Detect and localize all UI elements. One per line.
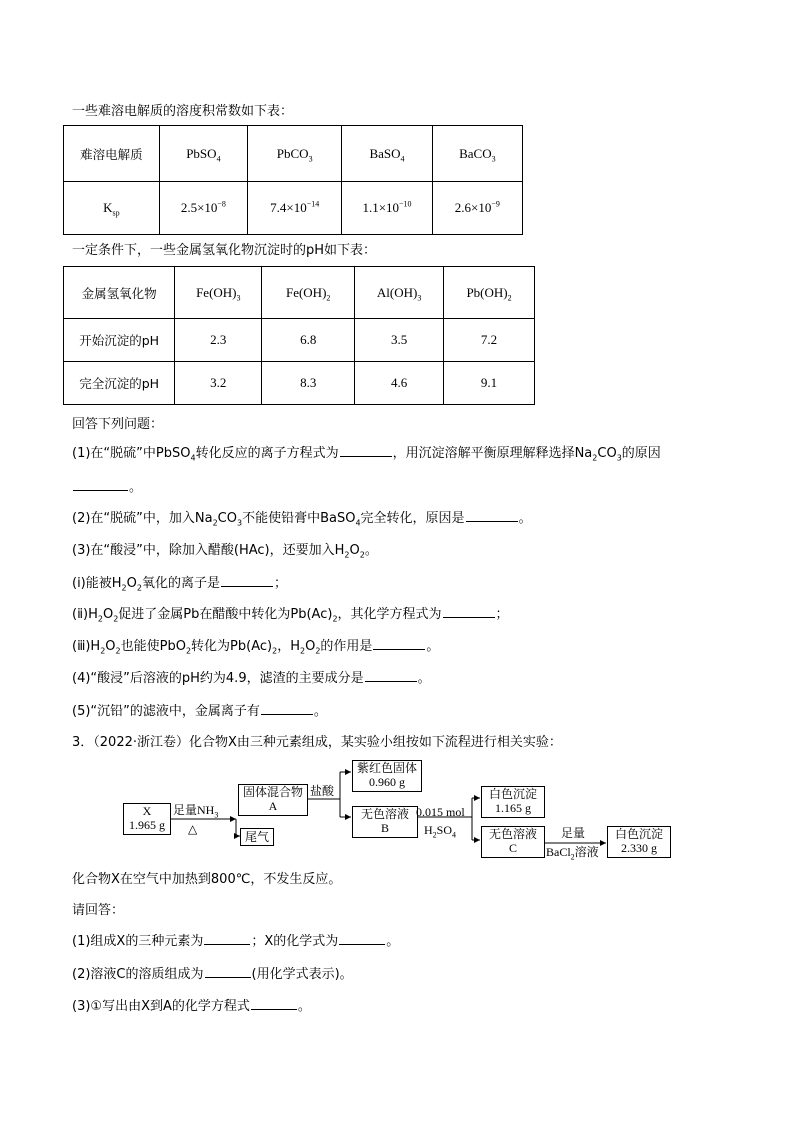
flow-box-white-precipitate-1: 白色沉淀 1.165 g — [481, 786, 545, 818]
problem-3-question-1: (1)组成X的三种元素为 ；X的化学式为 。 — [72, 934, 400, 949]
table2-header-aloh3: $Al(OH)_3$ — [355, 267, 444, 319]
table2-cell: 3.2 — [175, 362, 262, 405]
flow-label-nh3: 足量$NH_3$ — [173, 803, 219, 820]
table1-ksp-baso4: $1.1\times 10^{-10}$ — [342, 182, 432, 235]
question-3: (3)在“酸浸”中，除加入醋酸(HAc)，还要加入$H_2O_2$。 — [72, 543, 378, 560]
flow-box-a: 固体混合物 A — [238, 784, 308, 816]
table1-header-pbco3: PbCO$_3$ — [248, 126, 342, 182]
question-1-cont: 。 — [72, 479, 142, 497]
table1-ksp-label: $K_{sp}$ — [64, 182, 160, 235]
after-flow-text: 化合物X在空气中加热到800℃，不发生反应。 — [72, 872, 342, 887]
table2-header-label: 金属氢氧化物 — [64, 267, 175, 319]
question-3-iii: $(ⅲ)H_2O_2$也能使PbO$_2$转化为$Pb(Ac)_2$，$H_2O_2$的作用是 。 — [72, 639, 440, 656]
table2-row-start-label: 开始沉淀的pH — [64, 319, 175, 362]
table2-header-feoh3: $Fe(OH)_3$ — [175, 267, 262, 319]
problem-3-title: 3．（2022·浙江卷）化合物X由三种元素组成，某实验小组按如下流程进行相关实验： — [72, 735, 562, 750]
table2-cell: 6.8 — [262, 319, 355, 362]
flow-box-x: X 1.965 g — [123, 803, 171, 835]
answer-blank[interactable] — [251, 1008, 297, 1010]
please-answer: 请回答： — [72, 903, 125, 918]
flow-label-bacl2-amount: 足量 — [561, 826, 586, 840]
flow-box-c: 无色溶液 C — [481, 826, 545, 858]
answer-blank[interactable] — [204, 943, 250, 945]
table2-cell: 9.1 — [444, 362, 535, 405]
flow-label-bacl2: BaCl$_2$溶液 — [546, 845, 599, 862]
table1-ksp-pbso4: $2.5\times 10^{-8}$ — [159, 182, 247, 235]
problem-3-question-2: (2)溶液C的溶质组成为 (用化学式表示)。 — [72, 967, 353, 982]
table2-cell: 2.3 — [175, 319, 262, 362]
question-3-ii: $(ⅱ)H_2O_2$促进了金属Pb在醋酸中转化为$Pb(Ac)_2$，其化学方程式为 ； — [72, 607, 509, 624]
flow-label-h2so4: $H_2SO_4$ — [424, 823, 457, 840]
question-1: (1)在“脱硫”中PbSO$_4$转化反应的离子方程式为 ，用沉淀溶解平衡原理解释选择$Na_2CO_3$的原因 — [72, 446, 661, 463]
table2-row-complete-label: 完全沉淀的pH — [64, 362, 175, 405]
question-4: (4)“酸浸”后溶液的pH约为4.9，滤渣的主要成分是 。 — [72, 671, 431, 686]
flow-box-purple-solid: 紫红色固体 0.960 g — [352, 760, 422, 792]
question-2: (2)在“脱硫”中，加入$Na_2CO_3$不能使铅膏中BaSO$_4$完全转化，原因是 。 — [72, 511, 532, 528]
answer-blank[interactable] — [339, 943, 385, 945]
table2-header-feoh2: $Fe(OH)_2$ — [262, 267, 355, 319]
table1-header-baso4: BaSO$_4$ — [342, 126, 432, 182]
answer-prompt: 回答下列问题： — [72, 417, 164, 432]
flow-box-b: 无色溶液 B — [352, 806, 418, 838]
table2-cell: 4.6 — [355, 362, 444, 405]
intro-text-1: 一些难溶电解质的溶度积常数如下表： — [72, 104, 294, 119]
answer-blank[interactable] — [205, 976, 251, 978]
table2-header-pboh2: $Pb(OH)_2$ — [444, 267, 535, 319]
flow-box-white-precipitate-2: 白色沉淀 2.330 g — [607, 826, 671, 858]
table2-cell: 7.2 — [444, 319, 535, 362]
table1-ksp-baco3: $2.6\times 10^{-9}$ — [432, 182, 522, 235]
question-3-i: (ⅰ)能被$H_2O_2$氧化的离子是 ； — [72, 576, 287, 593]
problem-3-question-3: (3)①写出由X到A的化学方程式 。 — [72, 999, 311, 1014]
flow-label-h2so4-amount: 0.015 mol — [416, 805, 465, 819]
table1-ksp-pbco3: $7.4\times 10^{-14}$ — [248, 182, 342, 235]
table1-header-baco3: BaCO$_3$ — [432, 126, 522, 182]
table1-header-pbso4: PbSO$_4$ — [159, 126, 247, 182]
table1-header-label: 难溶电解质 — [64, 126, 160, 182]
flow-label-heat: △ — [188, 822, 198, 836]
flow-label-hcl: 盐酸 — [310, 784, 335, 798]
question-5: (5)“沉铅”的滤液中，金属离子有 。 — [72, 704, 327, 719]
flow-box-tail-gas: 尾气 — [240, 828, 274, 846]
table2-cell: 3.5 — [355, 319, 444, 362]
intro-text-2: 一定条件下，一些金属氢氧化物沉淀时的pH如下表： — [72, 243, 377, 258]
table2-cell: 8.3 — [262, 362, 355, 405]
